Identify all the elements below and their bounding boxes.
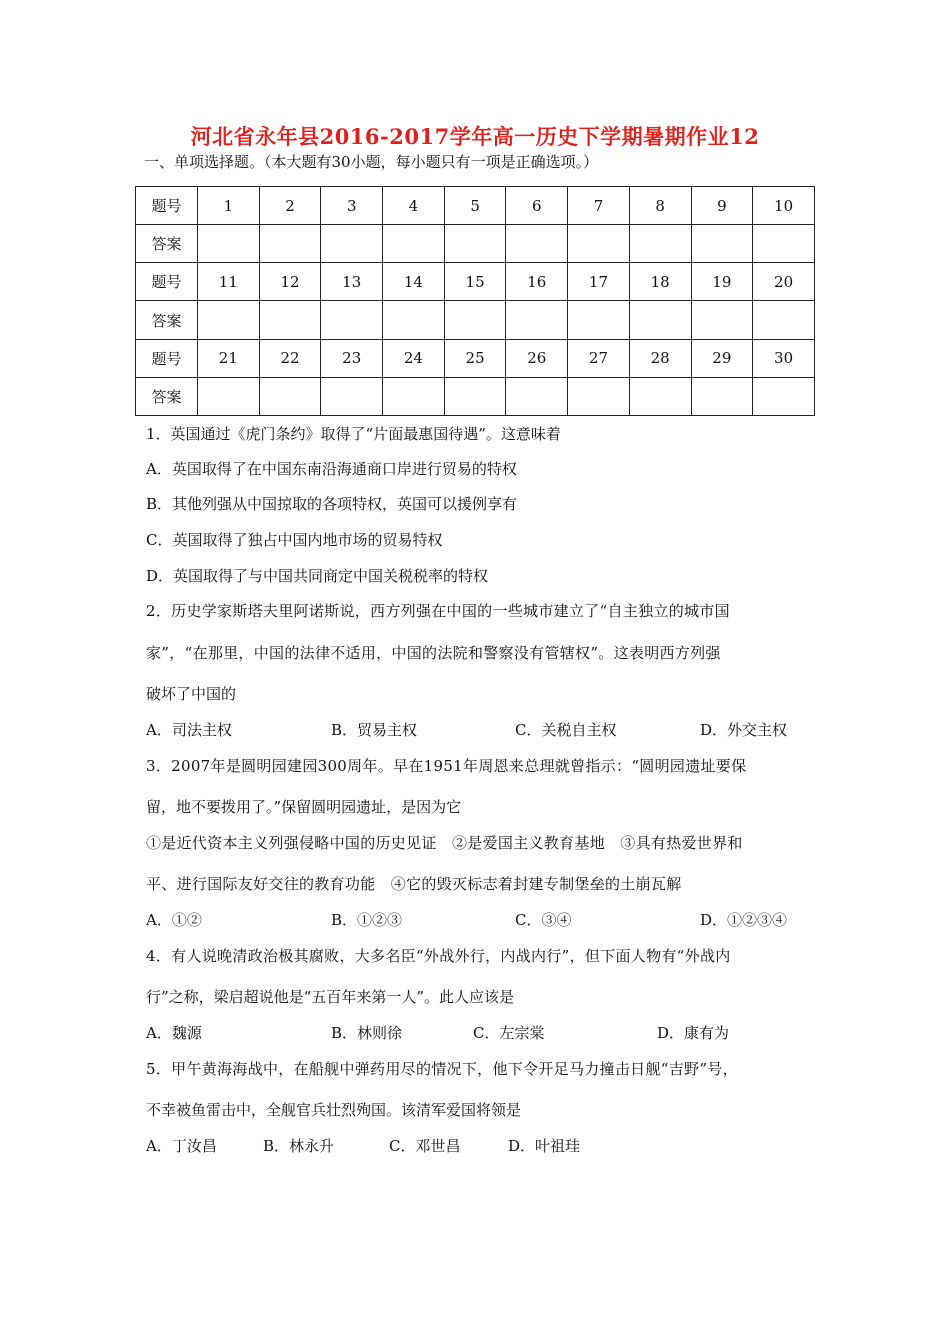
question-number-cell: 20 [753,263,815,301]
row-label-answer: 答案 [136,301,198,339]
q5-stem-line-2: 不幸被鱼雷击中，全舰官兵壮烈殉国。该清军爱国将领是 [146,1101,522,1119]
answer-cell[interactable] [198,377,260,415]
answer-table-row [136,225,815,263]
q3-option-b: B．①②③ [331,911,403,929]
question-number-cell: 25 [444,339,506,377]
answer-cell[interactable] [506,377,568,415]
q4-option-b: B．林则徐 [331,1024,403,1042]
question-number-cell: 1 [198,187,260,225]
q5-option-a: A．丁汝昌 [146,1137,217,1155]
answer-cell[interactable] [506,301,568,339]
answer-cell[interactable] [198,225,260,263]
answer-cell[interactable] [321,377,383,415]
q3-option-a: A．①② [146,911,202,929]
q3-stem-line-4: 平、进行国际友好交往的教育功能 ④它的毁灭标志着封建专制堡垒的土崩瓦解 [146,875,682,893]
answer-table-row [136,339,815,377]
answer-cell[interactable] [568,301,630,339]
answer-cell[interactable] [383,225,445,263]
q1-option-a: A．英国取得了在中国东南沿海通商口岸进行贸易的特权 [146,460,517,478]
q2-option-c: C．关税自主权 [515,721,617,739]
question-number-cell: 7 [568,187,630,225]
q3-option-d: D．①②③④ [700,911,788,929]
answer-table-row [136,263,815,301]
answer-cell[interactable] [506,225,568,263]
question-number-cell: 18 [629,263,691,301]
document-title: 河北省永年县2016-2017学年高一历史下学期暑期作业12 [190,124,760,149]
q1-stem: 1．英国通过《虎门条约》取得了“片面最惠国待遇”。这意味着 [146,425,561,443]
answer-cell[interactable] [568,225,630,263]
question-number-cell: 28 [629,339,691,377]
section-intro: 一、单项选择题。（本大题有30小题，每小题只有一项是正确选项。） [144,153,599,171]
q2-option-b: B．贸易主权 [331,721,418,739]
answer-cell[interactable] [383,301,445,339]
answer-cell[interactable] [198,301,260,339]
q2-option-d: D．外交主权 [700,721,788,739]
question-number-cell: 15 [444,263,506,301]
q5-option-c: C．邓世昌 [389,1137,461,1155]
answer-cell[interactable] [444,301,506,339]
answer-cell[interactable] [753,225,815,263]
row-label-question-number: 题号 [136,339,198,377]
question-number-cell: 11 [198,263,260,301]
answer-table-row [136,301,815,339]
question-number-cell: 14 [383,263,445,301]
q1-option-c: C．英国取得了独占中国内地市场的贸易特权 [146,531,443,549]
question-number-cell: 17 [568,263,630,301]
answer-cell[interactable] [753,377,815,415]
answer-cell[interactable] [629,377,691,415]
answer-cell[interactable] [568,377,630,415]
question-number-cell: 19 [691,263,753,301]
answer-cell[interactable] [691,225,753,263]
q4-stem-line-1: 4．有人说晚清政治极其腐败，大多名臣“外战外行，内战内行”，但下面人物有“外战内 [146,947,731,965]
q2-stem-line-2: 家”，“在那里，中国的法律不适用，中国的法院和警察没有管辖权”。这表明西方列强 [146,644,721,662]
answer-table-row [136,187,815,225]
question-number-cell: 23 [321,339,383,377]
question-number-cell: 13 [321,263,383,301]
question-number-cell: 21 [198,339,260,377]
row-label-answer: 答案 [136,377,198,415]
q2-stem-line-1: 2．历史学家斯塔夫里阿诺斯说，西方列强在中国的一些城市建立了“自主独立的城市国 [146,602,730,620]
row-label-question-number: 题号 [136,263,198,301]
question-number-cell: 6 [506,187,568,225]
q2-option-a: A．司法主权 [146,721,232,739]
answer-cell[interactable] [321,301,383,339]
answer-cell[interactable] [691,301,753,339]
question-number-cell: 5 [444,187,506,225]
q1-option-d: D．英国取得了与中国共同商定中国关税税率的特权 [146,567,489,585]
q4-option-d: D．康有为 [657,1024,730,1042]
question-number-cell: 9 [691,187,753,225]
answer-cell[interactable] [444,225,506,263]
question-number-cell: 26 [506,339,568,377]
answer-cell[interactable] [753,301,815,339]
q4-option-a: A．魏源 [146,1024,202,1042]
q3-stem-line-2: 留，地不要拨用了。”保留圆明园遗址，是因为它 [146,798,462,816]
q4-stem-line-2: 行”之称，梁启超说他是“五百年来第一人”。此人应该是 [146,988,515,1006]
answer-cell[interactable] [629,301,691,339]
answer-cell[interactable] [691,377,753,415]
answer-cell[interactable] [383,377,445,415]
question-number-cell: 12 [259,263,321,301]
answer-cell[interactable] [259,225,321,263]
q1-option-b: B．其他列强从中国掠取的各项特权，英国可以援例享有 [146,495,518,513]
q5-stem-line-1: 5．甲午黄海海战中，在船舰中弹药用尽的情况下，他下令开足马力撞击日舰“吉野”号， [146,1060,738,1078]
question-number-cell: 4 [383,187,445,225]
question-number-cell: 3 [321,187,383,225]
question-number-cell: 27 [568,339,630,377]
row-label-answer: 答案 [136,225,198,263]
question-number-cell: 8 [629,187,691,225]
answer-table-row [136,377,815,415]
answer-cell[interactable] [444,377,506,415]
question-number-cell: 16 [506,263,568,301]
q5-option-d: D．叶祖珪 [508,1137,581,1155]
question-number-cell: 22 [259,339,321,377]
q3-option-c: C．③④ [515,911,572,929]
question-number-cell: 10 [753,187,815,225]
question-number-cell: 30 [753,339,815,377]
answer-table [135,186,815,416]
row-label-question-number: 题号 [136,187,198,225]
q2-stem-line-3: 破坏了中国的 [146,685,237,703]
q3-stem-line-1: 3．2007年是圆明园建园300周年。早在1951年周恩来总理就曾指示：“圆明园遗址要保 [146,757,747,775]
answer-cell[interactable] [321,225,383,263]
question-number-cell: 2 [259,187,321,225]
answer-cell[interactable] [259,301,321,339]
q4-option-c: C．左宗棠 [473,1024,545,1042]
q3-stem-line-3: ①是近代资本主义列强侵略中国的历史见证 ②是爱国主义教育基地 ③具有热爱世界和 [146,834,743,852]
question-number-cell: 24 [383,339,445,377]
answer-cell[interactable] [629,225,691,263]
question-number-cell: 29 [691,339,753,377]
q5-option-b: B．林永升 [263,1137,335,1155]
answer-cell[interactable] [259,377,321,415]
